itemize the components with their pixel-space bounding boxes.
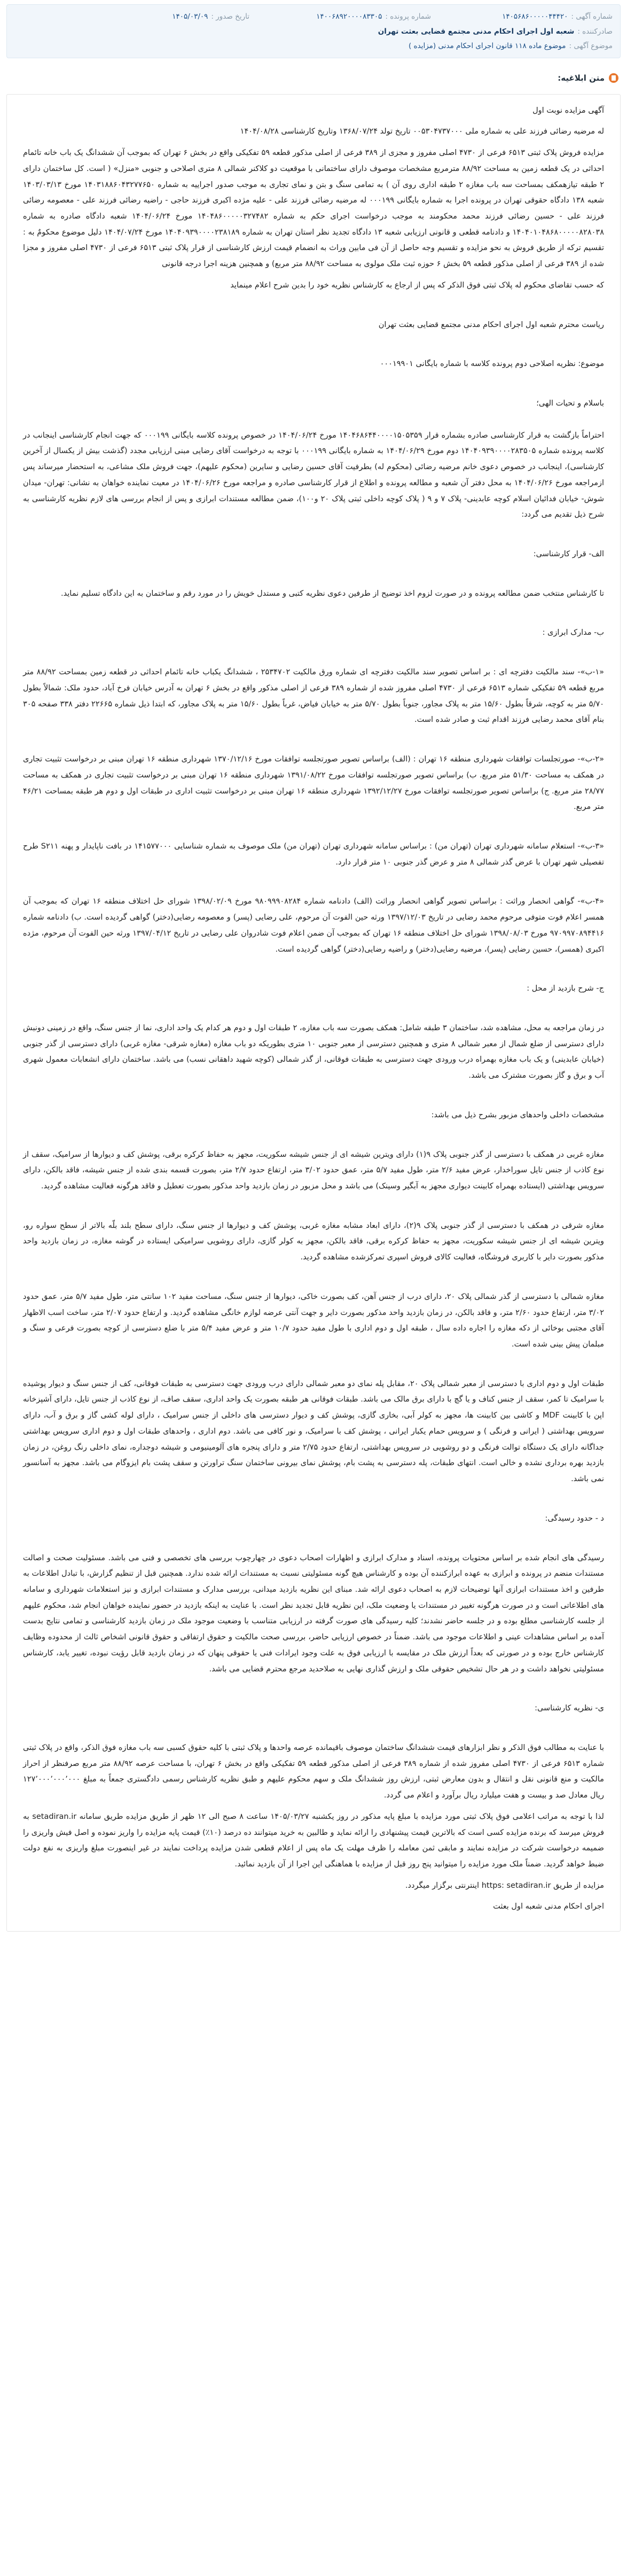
body-paragraph-7: باسلام و تحیات الهی؛ bbox=[536, 399, 604, 408]
issue-date-value: ۱۴۰۵/۰۳/۰۹ bbox=[172, 12, 208, 21]
body-paragraph-21: مغازه شمالی با دسترسی از گذر شمالی پلاک ۲۰، دارای درب از جنس آهن، کف بصورت خاکی، دیوارها از جنس سنگ، مساحت مفید ۱۰۲ سانتی متر، طول مفید ۵/۷ متر، عمق حدود ۳/۰۲ متر، ارتفاع حدود ۲/۶۰ متر، و فاقد بالکن، در زمان بازدید واحد مذکور بصورت دایر و جهت آنتی عرضه لوازم خانگی مشاهده گردید. و ارتفاع حدود ۲/۰۷ متر، ساخت اسب الاظهار آقای مجتبی بوخائی از دکه مغازه را اجاره داده سال ، طبقه اول و دوم اداری با طول مفید حدود ۱۰/۷ متر و عرض مفید ۵/۴ متر با ضلع دسترسی از کوچه بصورت فرعی و سنگ و مبلمان پیش بینی شده است. bbox=[23, 1292, 605, 1349]
body-paragraph-8: احتراماً بازگشت به قرار کارشناسی صادره بشماره قرار ۱۴۰۴۶۸۶۴۴۰۰۰۰۱۵۰۵۳۵۹ مورخ ۱۴۰۴/۰۶/۲۴ در خصوص پرونده کلاسه بایگانی ۰۰۰۱۹۹ که جهت انجام کارشناسی اینجانب در کلاسه پرونده شماره ۱۴۰۴۰۹۳۹۰۰۰۰۲۸۳۵۰۵ دوم مورخ ۱۴۰۴/۰۶/۲۹ به شماره بایگانی ۰۰۰۱۹۹ با توجه به درخواست آقای رضایی مبنی ارزیابی مجدد (گذشت بیش از یکسال از آخرین کارشناسی)، اینجانب در خصوص دعوی خانم مرضیه رضائی (محکوم له) بطرفیت آقای حسین رضایی و سایرین (محکوم علیهم)، جهت فروش ملک مشاعی، به استحضار میرساند پس ازمراجعه مورخ ۱۴۰۴/۰۶/۲۶ به محل دفتر آن شعبه و مطالعه پرونده و اطلاع از قرار کارشناسی صادره و مراجعه مورخ ۱۴۰۴/۰۶/۲۶ در معیت نماینده خواهان به نشانی: تهران- میدان شوش- خیابان فدائیان اسلام کوچه عابدینی- پلاک ۷ و ۹ ( پلاک کوچه داخلی ثبتی پلاک ۲۰ و۱۰۰)، ضمن مطالعه مستندات ابرازی و پس از انجام بررسی های لازم نظریه کارشناسی به شرح ذیل تقدیم می گردد: bbox=[23, 431, 605, 519]
header-row-1 bbox=[14, 10, 613, 24]
body-paragraph-14: «۳-ب»- استعلام سامانه شهرداری تهران (تهران من) : براساس سامانه شهرداری تهران (تهران من) ملک موصوف به شماره شناسایی ۱۴۱۵۷۷۰۰۰ در بافت ناپایدار و پهنه S۲۱۱ طرح تفصیلی شهر تهران با عرض گذر شمالی ۸ متر و عرض گذر جنوبی ۱۰ متر قرار دارد. bbox=[23, 842, 605, 867]
body-paragraph-20: مغازه شرقی در همکف با دسترسی از گذر جنوبی پلاک ۹(۲)، دارای ابعاد مشابه مغازه غربی، پوشش کف و دیوارها از جنس سنگ، دارای سطح بلند بلّه بالاتر از سطح سواره رو، ویترین شیشه ای از جنس شیشه سکوریت، مجهز به حفاظ کرکره برقی، فاقد بالکن، مجهز به کولر گازی، دارای روشویی سرامیکی ایستاده در گوشه مغازه، در زمان بازدید واحد مذکور بصورت دایر با کاربری فروشگاه، فعالیت کالای فروش اسپری تمرکزشده مشاهده گردید. bbox=[23, 1221, 604, 1262]
body-paragraph-9: الف- قرار کارشناسی: bbox=[533, 550, 604, 559]
body-paragraph-10: تا کارشناس منتخب ضمن مطالعه پرونده و در صورت لزوم اخذ توضیح از طرفین دعوی نظریه کتبی و مستدل خویش را در مورد رقم و ساختمان به این دادگاه تسلیم نماید. bbox=[61, 589, 604, 598]
notice-id-label: شماره آگهی : bbox=[571, 12, 613, 21]
notice-id-value: ۱۴۰۵۶۸۶۰۰۰۰۰۴۴۴۲۰ bbox=[502, 12, 568, 21]
subject-cell bbox=[409, 40, 613, 53]
body-paragraph-22: طبقات اول و دوم اداری با دسترسی از معبر شمالی پلاک ۲۰، مقابل پله نمای دو معبر شمالی دارای درب ورودی جهت دسترسی به طبقات فوقانی، کف از جنس سنگ و دیوار پوشیده با سرامیک تا کمر، سقف از جنس کناف و یا گچ با دارای برق مالک می باشد. طبقات فوقانی هر طبقه بصورت یک واحد اداری، سقف صاف، از نوع کاذب از جنس تایل، دارای آشپزخانه اپن با کابینت MDF و کاشی بین کابینت ها، مجهز به کولر آبی، بخاری گازی، پوشش کف و دیوار دسترسی های داخلی از جنس سرامیک ، دارای لوله کشی گاز و برق و آب، دارای سرویس بهداشتی ( ایرانی و فرنگی ) و سرویس حمام یکبار ایرانی ، پوشش کف با سرامیک، و نور کافی می باشد. دوم اداری ، واحدهای طبقات اول و دوم اداری سرویس بهداشتی جداگانه دارای یک دستگاه توالت فرنگی و دو روشویی در سرویس بهداشتی، ارتفاع حدود ۲/۷۵ متر و دارای پنجره های آلومینیومی و شیشه دوجداره، نمای داخلی رنگ روغن، در زمان بازدید بهره برداری نشده و خالی است. انتهای طبقات، پله دسترسی به پشت بام، پوشش نمای بیرونی ساختمان سنگ تراورتن و سقف پشت بام ایزوگام می باشد. مجهز به آسانسور نمی باشد. bbox=[23, 1379, 604, 1484]
header-row-3 bbox=[14, 40, 613, 53]
case-number-label: شماره پرونده : bbox=[385, 12, 431, 21]
body-paragraph-19: مغازه غربی در همکف با دسترسی از گذر جنوبی پلاک ۹(۱) دارای ویترین شیشه ای از جنس شیشه سکوریت، مجهز به حفاظ کرکره برقی، پوشش کف و دیوارها از سرامیک، سقف از نوع کاذب از جنس تایل سوراخدار، عرض مفید ۲/۶ متر، طول مفید ۵/۷ متر، عمق حدود ۳/۰۲ متر، ارتفاع حدود ۲/۷ متر، بصورت قسمه بندی شده از جنس شیشه، فاقد بالکن، دارای سرویس بهداشتی (ایستاده بهمراه کابینت دیواری مجهز به آبگیر وسینک) می باشد و محل مزبور در زمان بازدید واحد مذکور بصورت تعطیل و فاقد هرگونه فعالیت مشاهده گردید. bbox=[23, 1150, 605, 1191]
document-icon bbox=[609, 73, 618, 83]
body-paragraph-26: با عنایت به مطالب فوق الذکر و نظر ابزارهای قیمت ششدانگ ساختمان موصوف باقیمانده عرصه واحدها و پلاک ثبتی با کلیه حقوق کسبی سه باب مغازه فوق الذکر، واقع در پلاک ثبتی شماره ۶۵۱۳ فرعی از ۴۷۳۰ اصلی مفروز شده از شماره ۳۸۹ فرعی از اصلی مذکور قطعه ۵۹ تفکیکی واقع در بخش ۶ تهران، با مساحت عرصه ۸۸/۹۲ متر مربع صرفنظر از احراز مالکیت و منع قانونی نقل و انتقال و بدون معارض ثبتی، ارزش روز ششدانگ ملک و سهم محکوم علیهم و طبق نظریه کارشناس رسمی دادگستری جمعاً به مبلغ ۱۲۷٬۰۰۰٬۰۰۰٬۰۰۰ ریال معادل صد و بیست و هفت میلیارد ریال برآورد و اعلام می گردد. bbox=[23, 1743, 604, 1800]
issuer-value: شعبه اول اجرای احکام مدنی مجتمع قضایی بعثت تهران bbox=[378, 27, 575, 36]
body-paragraph-28: مزایده از طریق https: setadiran.ir اینترنتی برگزار میگردد. bbox=[405, 1881, 604, 1890]
case-number-value: ۱۴۰۰۶۸۹۲۰۰۰۰۸۳۳۰۵ bbox=[316, 12, 382, 21]
subject-value: موضوع ماده ۱۱۸ قانون اجرای احکام مدنی (مزایده ) bbox=[408, 42, 566, 51]
body-paragraph-24: رسیدگی های انجام شده بر اساس محتویات پرونده، اسناد و مدارک ابرازی و اظهارات اصحاب دعوی در چهارچوب بررسی های تخصصی و فنی می باشد. مسئولیت صحت و اصالت مستندات منضم در پرونده و ابرازی به عهده ابرازکننده آن بوده و کارشناس هیچ گونه مسئولیتی نسبت به مستندات ارائه شده ندارد. همچنین قبل از تنظیم گزارش، با تبادل اطلاعات به طرفین و اخذ مستندات ابرازی آنها توضیحات لازم به اصحاب دعوی ارائه شد. مبنای این نظریه بازدید میدانی، بررسی مدارک و مستندات ابرازی و نیز استعلامات شهرداری و سامانه های اطلاعاتی است و در صورت هرگونه تغییر در مستندات یا وضعیت ملک، این نظریه قابل تجدید نظر است. با عنایت به اینکه بازدید در حضور نماینده خواهان انجام شد، محکوم علیهم از جلسه کارشناسی مطلع بوده و در جلسه حاضر نشدند؛ کلیه رسیدگی های صورت گرفته در ارزیابی متناسب با وضعیت موجود ملک در زمان بازدید کارشناسی و تمامی نتایج بدست آمده بر اساس مشاهدات عینی و اطلاعات موجود می باشد. ضمناً در خصوص ارزیابی حاضر، بررسی صحت مالکیت و حقوق ارتفاقی و حقوق قانونی اشخاص ثالث از محدوده وظایف کارشناس خارج بوده و در صورتی که بعداً ارزش ملک در مقایسه با ارزیابی فوق به علت وجود ایرادات فنی یا حقوقی پنهان که در زمان بازدید قابل رؤیت نبوده، تغییر یابد، کارشناس مسئولیتی نخواهد داشت و در هر حال تشخیص حقوقی ملک و ارزش گذاری نهایی به صلاحدید مرجع محترم قضایی می باشد. bbox=[23, 1553, 604, 1674]
body-paragraph-29: اجرای احکام مدنی شعبه اول بعثت bbox=[493, 1902, 604, 1911]
body-paragraph-18: مشخصات داخلی واحدهای مزبور بشرح ذیل می باشد: bbox=[431, 1110, 604, 1119]
body-paragraph-25: ی- نظریه کارشناسی: bbox=[535, 1704, 604, 1713]
case-number-cell bbox=[255, 10, 431, 24]
body-paragraph-12: «۱-ب»- سند مالکیت دفترچه ای : بر اساس تصویر سند مالکیت دفترچه ای شماره ورق مالکیت ۲۵۳۴۷۰۲ ، ششدانگ یکباب خانه تائمام احداثی در قطعه زمین بمساحت ۸۸/۹۲ متر مربع قطعه ۵۹ تفکیکی شماره ۶۵۱۳ فرعی از ۴۷۳۰ اصلی مفروز شده از شماره ۳۸۹ فرعی از اصلی مذکور واقع در بخش ۶ تهران به آدرس خیابان فرخ آباد، حدود ملک: شمالاً بطول ۵/۷۰ متر به کوچه، شرقاً بطول ۱۵/۶۰ متر به پلاک مجاور، جنوباً بطول ۵/۷۰ متر به خیابان فیاض، غرباً بطول ۱۵/۶۰ متر به پلاک مجاور، که ابتدا ذیل شماره ۲۲۶۶۵ دفتر ۳۳۸ صفحه ۳۰۵ بنام آقای محمد رضایی فرزند اقدام ثبت و صادر شده است. bbox=[23, 668, 605, 725]
body-paragraph-23: د - حدود رسیدگی: bbox=[545, 1514, 604, 1523]
body-paragraph-1: آگهی مزایده نوبت اول bbox=[532, 106, 604, 115]
body-paragraph-11: ب- مدارک ابرازی : bbox=[542, 628, 604, 637]
subject-label: موضوع آگهی : bbox=[569, 42, 613, 51]
notice-header bbox=[6, 4, 621, 58]
header-row-2 bbox=[14, 25, 613, 39]
body-paragraph-2: له مرضیه رضائی فرزند علی به شماره ملی ۰۰۵۳۰۴۷۳۷۰۰۰ تاریخ تولد ۱۳۶۸/۰۷/۲۴ وتاریخ کارشناسی ۱۴۰۴/۰۸/۲۸ bbox=[240, 127, 604, 136]
body-paragraph-13: «۲-ب»- صورتجلسات توافقات شهرداری منطقه ۱۶ تهران : (الف) براساس تصویر صورتجلسه توافقات مورخ ۱۳۷۰/۱۲/۱۶ شهرداری منطقه ۱۶ تهران مبنی بر درخواست تثبیت تجاری در همکف به مساحت ۵۱/۳۰ متر مربع. ب) براساس تصویر صورتجلسه توافقات مورخ ۱۳۹۱/۰۸/۲۲ شهرداری منطقه ۱۶ تهران مبنی بر درخواست تثبیت تجاری در همکف به مساحت ۲۸/۷۷ متر مربع. ج) براساس تصویر صورتجلسه توافقات مورخ ۱۳۹۲/۱۲/۲۷ شهرداری منطقه ۱۶ تهران مبنی بر درخواست تثبیت اداری در طبقات اول و دوم هر طبقه بمساحت ۴۶/۲۱ متر مربع. bbox=[23, 755, 604, 812]
body-paragraph-3: مزایده فروش پلاک ثبتی ۶۵۱۳ فرعی از ۴۷۳۰ اصلی مفروز و مجزی از ۳۸۹ فرعی از اصلی مذکور قطعه ۵۹ تفکیکی واقع در بخش ۶ تهران که بموجب آن ششدانگ یک باب خانه تائمام احداثی در یک قطعه زمین به مساحت ۸۸/۹۲ مترمربع مشخصات موصوف دارای ساختمانی با موقعیت دو کلاکنر شمالی ۸ متری اصلاحی و جنوبی «منزل» ( است. کل ساختمان دارای ۲ طبقه تیازهمکف بمساحت سه باب مغازه ۲ طبقه اداری روی آن ) به تمامی سنگ و بتن و نمای تجاری به موجب صدور اجراییه به شماره ۱۴۰۳۱۸۸۶۰۴۳۲۷۷۶۵۰ مورخ ۱۴۰۳/۰۳/۱۳ شعبه ۱۳۸ دادگاه حقوقی تهران در پرونده اجرا به شماره بایگانی ۰۰۰۱۹۹ له مرضیه رضائی فرزند علی - علیه مژده اکبری فرزند حاجی - راضیه رضائی فرزند علی - معصومه رضائی فرزند علی - حسین رضائی فرزند محمد محکومند به موجب درخواست اجرای حکم به شماره ۱۴۰۴۸۶۰۰۰۰۰۳۲۷۴۸۲ مورخ ۱۴۰۴/۰۶/۲۴ شعبه دادگاه صادره به شماره ۱۴۰۴۰۱۰۴۸۶۸۰۰۰۰۰۸۲۸۰۳۸ و دادنامه قطعی و قانونی ارزیابی شعبه ۱۳ دادگاه تجدید نظر استان تهران به شماره ۱۴۰۴۰۹۳۹۰۰۰۰۲۳۸۱۸۹ مورخ ۱۴۰۴/۰۷/۲۴ دلیل موضوع محکومٌ به : تقسیم ترکه از طریق فروش به نحو مزایده و تقسیم وجه حاصل از آن فی مابین وراث به انضمام قیمت ارزش کارشناسی از قرار پلاک ثبتی ۶۵۱۳ فرعی از ۴۷۳۰ اصلی مفروز و مجزا شده از ۳۸۹ فرعی از اصلی مذکور قطعه ۵۹ بخش ۶ حوزه ثبت ملک مولوی به مساحت ۸۸/۹۲ متر مربع) و همچنین هزینه اجرا درجه قانونی bbox=[23, 149, 605, 269]
notice-text-heading-label: متن ابلاغیه: bbox=[558, 73, 605, 83]
issuer-cell bbox=[378, 25, 613, 39]
body-paragraph-17: در زمان مراجعه به محل، مشاهده شد، ساختمان ۳ طبقه شامل: همکف بصورت سه باب مغازه، ۲ طبقات اول و دوم هر کدام یک واحد اداری، نما از جنس سنگ، واقع در زمینی دونبش دارای دسترسی از ضلع شمال از معبر شمالی ۸ متری و همچنین دسترسی از معبر جنوبی ۱۰ متری بطوریکه دو باب مغازه (مغازه شرقی- مغازه غربی) دارای دسترسی از گذر جنوبی (خیابان عابدینی) و یک باب مغازه بهمراه درب ورودی جهت دسترسی به طبقات فوقانی، از گذر شمالی (کوچه شهید داهقانی نسب) می باشد. ساختمان دارای انشعابات معمول شهری آب و برق و گاز بصورت مشترک می باشد. bbox=[23, 1023, 604, 1080]
notice-text-heading bbox=[6, 70, 618, 87]
body-paragraph-15: «۴-ب»- گواهی انحصار وراثت : براساس تصویر گواهی انحصار وراثت (الف) دادنامه شماره ۹۸۰۹۹۹۰۸۲۸۴ مورخ ۱۳۹۸/۰۲/۰۹ شورای حل اختلاف منطقه ۱۶ تهران که بموجب آن همسر اعلام فوت متوفی مرحوم محمد رضایی در تاریخ ۱۳۹۷/۱۲/۰۳ ورثه حین الفوت آن مرحوم، علی رضایی (پسر) و معصومه رضایی(دختر) گواهی گردیده است. ب) دادنامه شماره ۹۷۰۹۹۷۰۸۹۴۴۱۶ مورخ ۱۳۹۸/۰۸/۰۳ شورای حل اختلاف منطقه ۱۶ تهران که بموجب آن ضمن اعلام فوت شادروان علی رضایی در تاریخ ۱۳۹۷/۰۴/۱۲ ورثه حین الفوت آن مرحوم، مژده اکبری (همسر)، حسین رضایی (پسر)، مرضیه رضایی(دختر) و راضیه رضایی(دختر) گواهی گردیده است. bbox=[23, 897, 604, 954]
notice-body bbox=[6, 94, 621, 1932]
issue-date-cell bbox=[14, 10, 249, 24]
body-paragraph-4: که حسب تقاضای محکوم له پلاک ثبتی فوق الذکر که پس از ارجاع به کارشناس نظریه خود را بدین شرح اعلام مینماید bbox=[230, 281, 604, 290]
notice-id-cell bbox=[436, 10, 613, 24]
body-paragraph-6: موضوع: نظریه اصلاحی دوم پرونده کلاسه با شماره بایگانی ۰۰۰۱۹۹۰۱ bbox=[380, 360, 604, 369]
body-paragraph-27: لذا با توجه به مراتب اعلامی فوق پلاک ثبتی مورد مزایده با مبلغ پایه مذکور در روز یکشنبه ۱۴۰۵/۰۳/۲۷ ساعت ۸ صبح الی ۱۲ ظهر از طریق مزایده طریق سامانه setadiran.ir به فروش میرسد که برنده مزایده کسی است که بالاترین قیمت پیشنهادی را ارائه نماید و طالبین به خرید میتوانند ده درصد (۱۰٪) قیمت پایه مزایده را واریز نموده و اصل فیش واریزی را ضمیمه درخواست شرکت در مزایده نمایند و مابقی ثمن معامله را ظرف مهلت یک ماه پس از اعلام قطعی شدن مزایده پرداخت نمایند در غیر اینصورت مبلغ واریزی به نفع دولت ضبط خواهد گردید. ضمناً ملک مورد مزایده را میتوانید پنج روز قبل از مزایده با هماهنگی این اجرا از آن بازدید نمائید. bbox=[23, 1812, 604, 1869]
body-paragraph-16: ج- شرح بازدید از محل : bbox=[527, 984, 604, 993]
issuer-label: صادرکننده : bbox=[577, 27, 613, 36]
body-paragraph-5: ریاست محترم شعبه اول اجرای احکام مدنی مجتمع قضایی بعثت تهران bbox=[378, 320, 604, 329]
notice-page bbox=[6, 4, 621, 1932]
issue-date-label: تاریخ صدور : bbox=[211, 12, 249, 21]
